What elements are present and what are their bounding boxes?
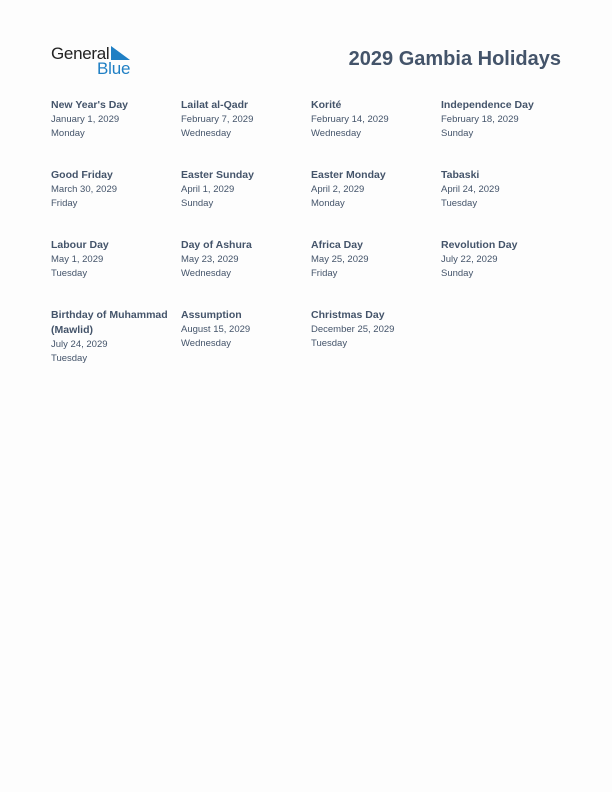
holiday-weekday: Sunday [441, 267, 474, 279]
holiday-item [51, 168, 179, 210]
holiday-date: August 15, 2029 [181, 324, 251, 335]
holiday-name: Tabaski [441, 169, 480, 181]
holiday-item [181, 98, 309, 140]
holiday-item [181, 238, 309, 280]
holiday-weekday: Tuesday [441, 197, 478, 209]
holiday-weekday: Wednesday [181, 127, 231, 139]
holiday-date: December 25, 2029 [311, 324, 395, 335]
holiday-name: Good Friday [51, 169, 113, 181]
holiday-weekday: Monday [311, 197, 345, 209]
holiday-date: April 24, 2029 [441, 184, 500, 195]
holiday-item [311, 98, 439, 140]
holiday-item [441, 238, 569, 280]
logo-text-blue: Blue [97, 59, 131, 78]
holiday-name: Independence Day [441, 99, 534, 111]
holiday-item [441, 98, 569, 140]
holiday-name: Easter Monday [311, 169, 386, 181]
holiday-item [441, 168, 569, 210]
holiday-weekday: Wednesday [181, 267, 231, 279]
page-title: 2029 Gambia Holidays [348, 48, 561, 70]
holiday-name: Labour Day [51, 239, 109, 251]
holiday-name: Birthday of Muhammad (Mawlid) [51, 309, 168, 336]
holiday-item [51, 308, 179, 365]
holiday-date: May 25, 2029 [311, 254, 369, 265]
holiday-name: Assumption [181, 309, 242, 321]
holiday-name: New Year's Day [51, 99, 129, 111]
holiday-weekday: Monday [51, 127, 85, 139]
holiday-item [181, 168, 309, 210]
holiday-name: Easter Sunday [181, 169, 254, 181]
holiday-weekday: Wednesday [181, 337, 231, 349]
generalblue-logo [51, 44, 141, 78]
holiday-date: January 1, 2029 [51, 114, 120, 125]
holiday-weekday: Tuesday [311, 337, 348, 349]
holiday-item [311, 308, 439, 350]
holiday-name: Revolution Day [441, 239, 518, 251]
holiday-date: February 14, 2029 [311, 114, 389, 125]
holiday-date: April 1, 2029 [181, 184, 235, 195]
holiday-name: Lailat al-Qadr [181, 99, 249, 111]
holiday-weekday: Tuesday [51, 352, 88, 364]
holiday-weekday: Tuesday [51, 267, 88, 279]
holiday-item [181, 308, 309, 350]
holiday-name: Korité [311, 99, 342, 111]
holiday-weekday: Sunday [441, 127, 474, 139]
holiday-weekday: Wednesday [311, 127, 361, 139]
holiday-item [311, 238, 439, 280]
holiday-weekday: Friday [311, 267, 338, 279]
holiday-weekday: Sunday [181, 197, 214, 209]
holiday-item [51, 98, 179, 140]
holiday-date: July 24, 2029 [51, 339, 108, 350]
holiday-date: May 23, 2029 [181, 254, 239, 265]
holiday-date: February 18, 2029 [441, 114, 519, 125]
holiday-name: Christmas Day [311, 309, 385, 321]
holiday-date: April 2, 2029 [311, 184, 365, 195]
logo-flag-icon [111, 46, 130, 60]
logo-text-general: General [51, 44, 110, 63]
holiday-date: February 7, 2029 [181, 114, 254, 125]
holiday-date: May 1, 2029 [51, 254, 104, 265]
holiday-item [311, 168, 439, 210]
holiday-weekday: Friday [51, 197, 78, 209]
holiday-item [51, 238, 179, 280]
holiday-date: July 22, 2029 [441, 254, 498, 265]
holiday-name: Day of Ashura [181, 239, 252, 251]
holiday-date: March 30, 2029 [51, 184, 118, 195]
holiday-name: Africa Day [311, 239, 363, 251]
